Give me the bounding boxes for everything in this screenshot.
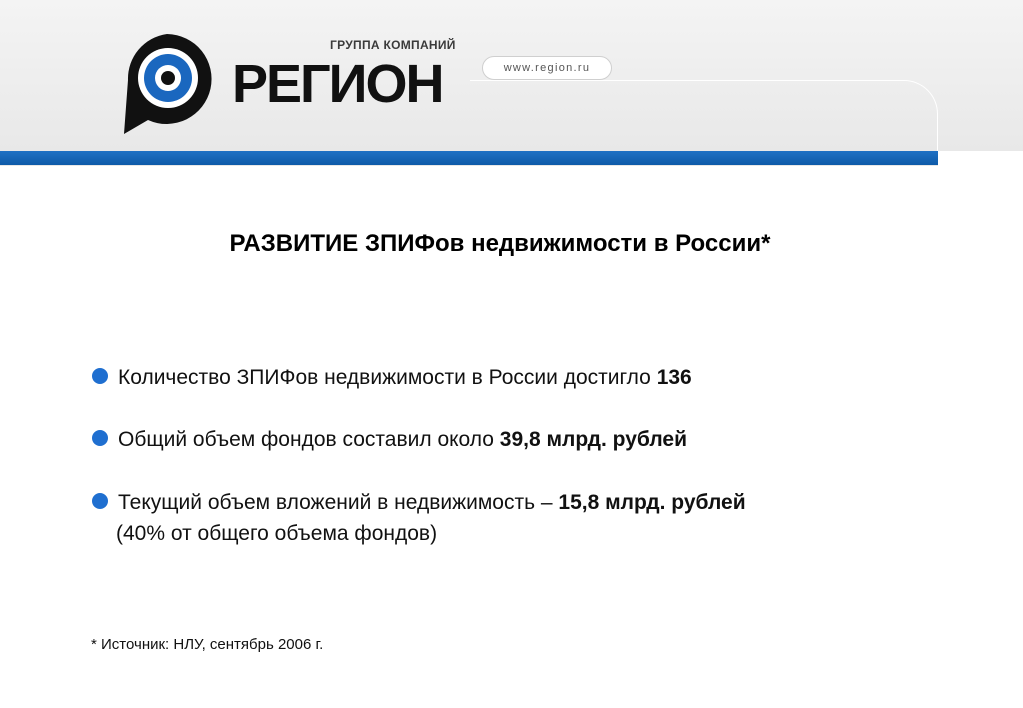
header-banner [0, 0, 1023, 166]
logo-wordmark-text: РЕГИОН [232, 54, 443, 112]
bullet-dot-icon [92, 493, 108, 509]
bullet-text: Общий объем фондов составил около [118, 428, 500, 451]
logo-tagline: ГРУППА КОМПАНИЙ [330, 38, 456, 52]
bullet-value: 15,8 млрд. рублей [558, 491, 746, 514]
bullet-value: 39,8 млрд. рублей [499, 428, 687, 451]
header-decorative-curve [470, 80, 938, 160]
bullet-dot-icon [92, 368, 108, 384]
bullet-text: Текущий объем вложений в недвижимость – [118, 491, 559, 514]
bullet-text: Количество ЗПИФов недвижимости в России достигло [118, 366, 657, 389]
region-logo-icon [118, 30, 216, 138]
website-link[interactable]: www.region.ru [482, 56, 612, 80]
bullet-value: 136 [656, 366, 692, 389]
header-blue-stripe [0, 151, 938, 165]
source-footnote: * Источник: НЛУ, сентябрь 2006 г. [91, 636, 324, 653]
header-stripe-end [938, 151, 1023, 166]
bullet-dot-icon [92, 430, 108, 446]
slide-title: РАЗВИТИЕ ЗПИФов недвижимости в России* [229, 230, 771, 257]
bullet-continuation: (40% от общего объема фондов) [116, 522, 438, 545]
